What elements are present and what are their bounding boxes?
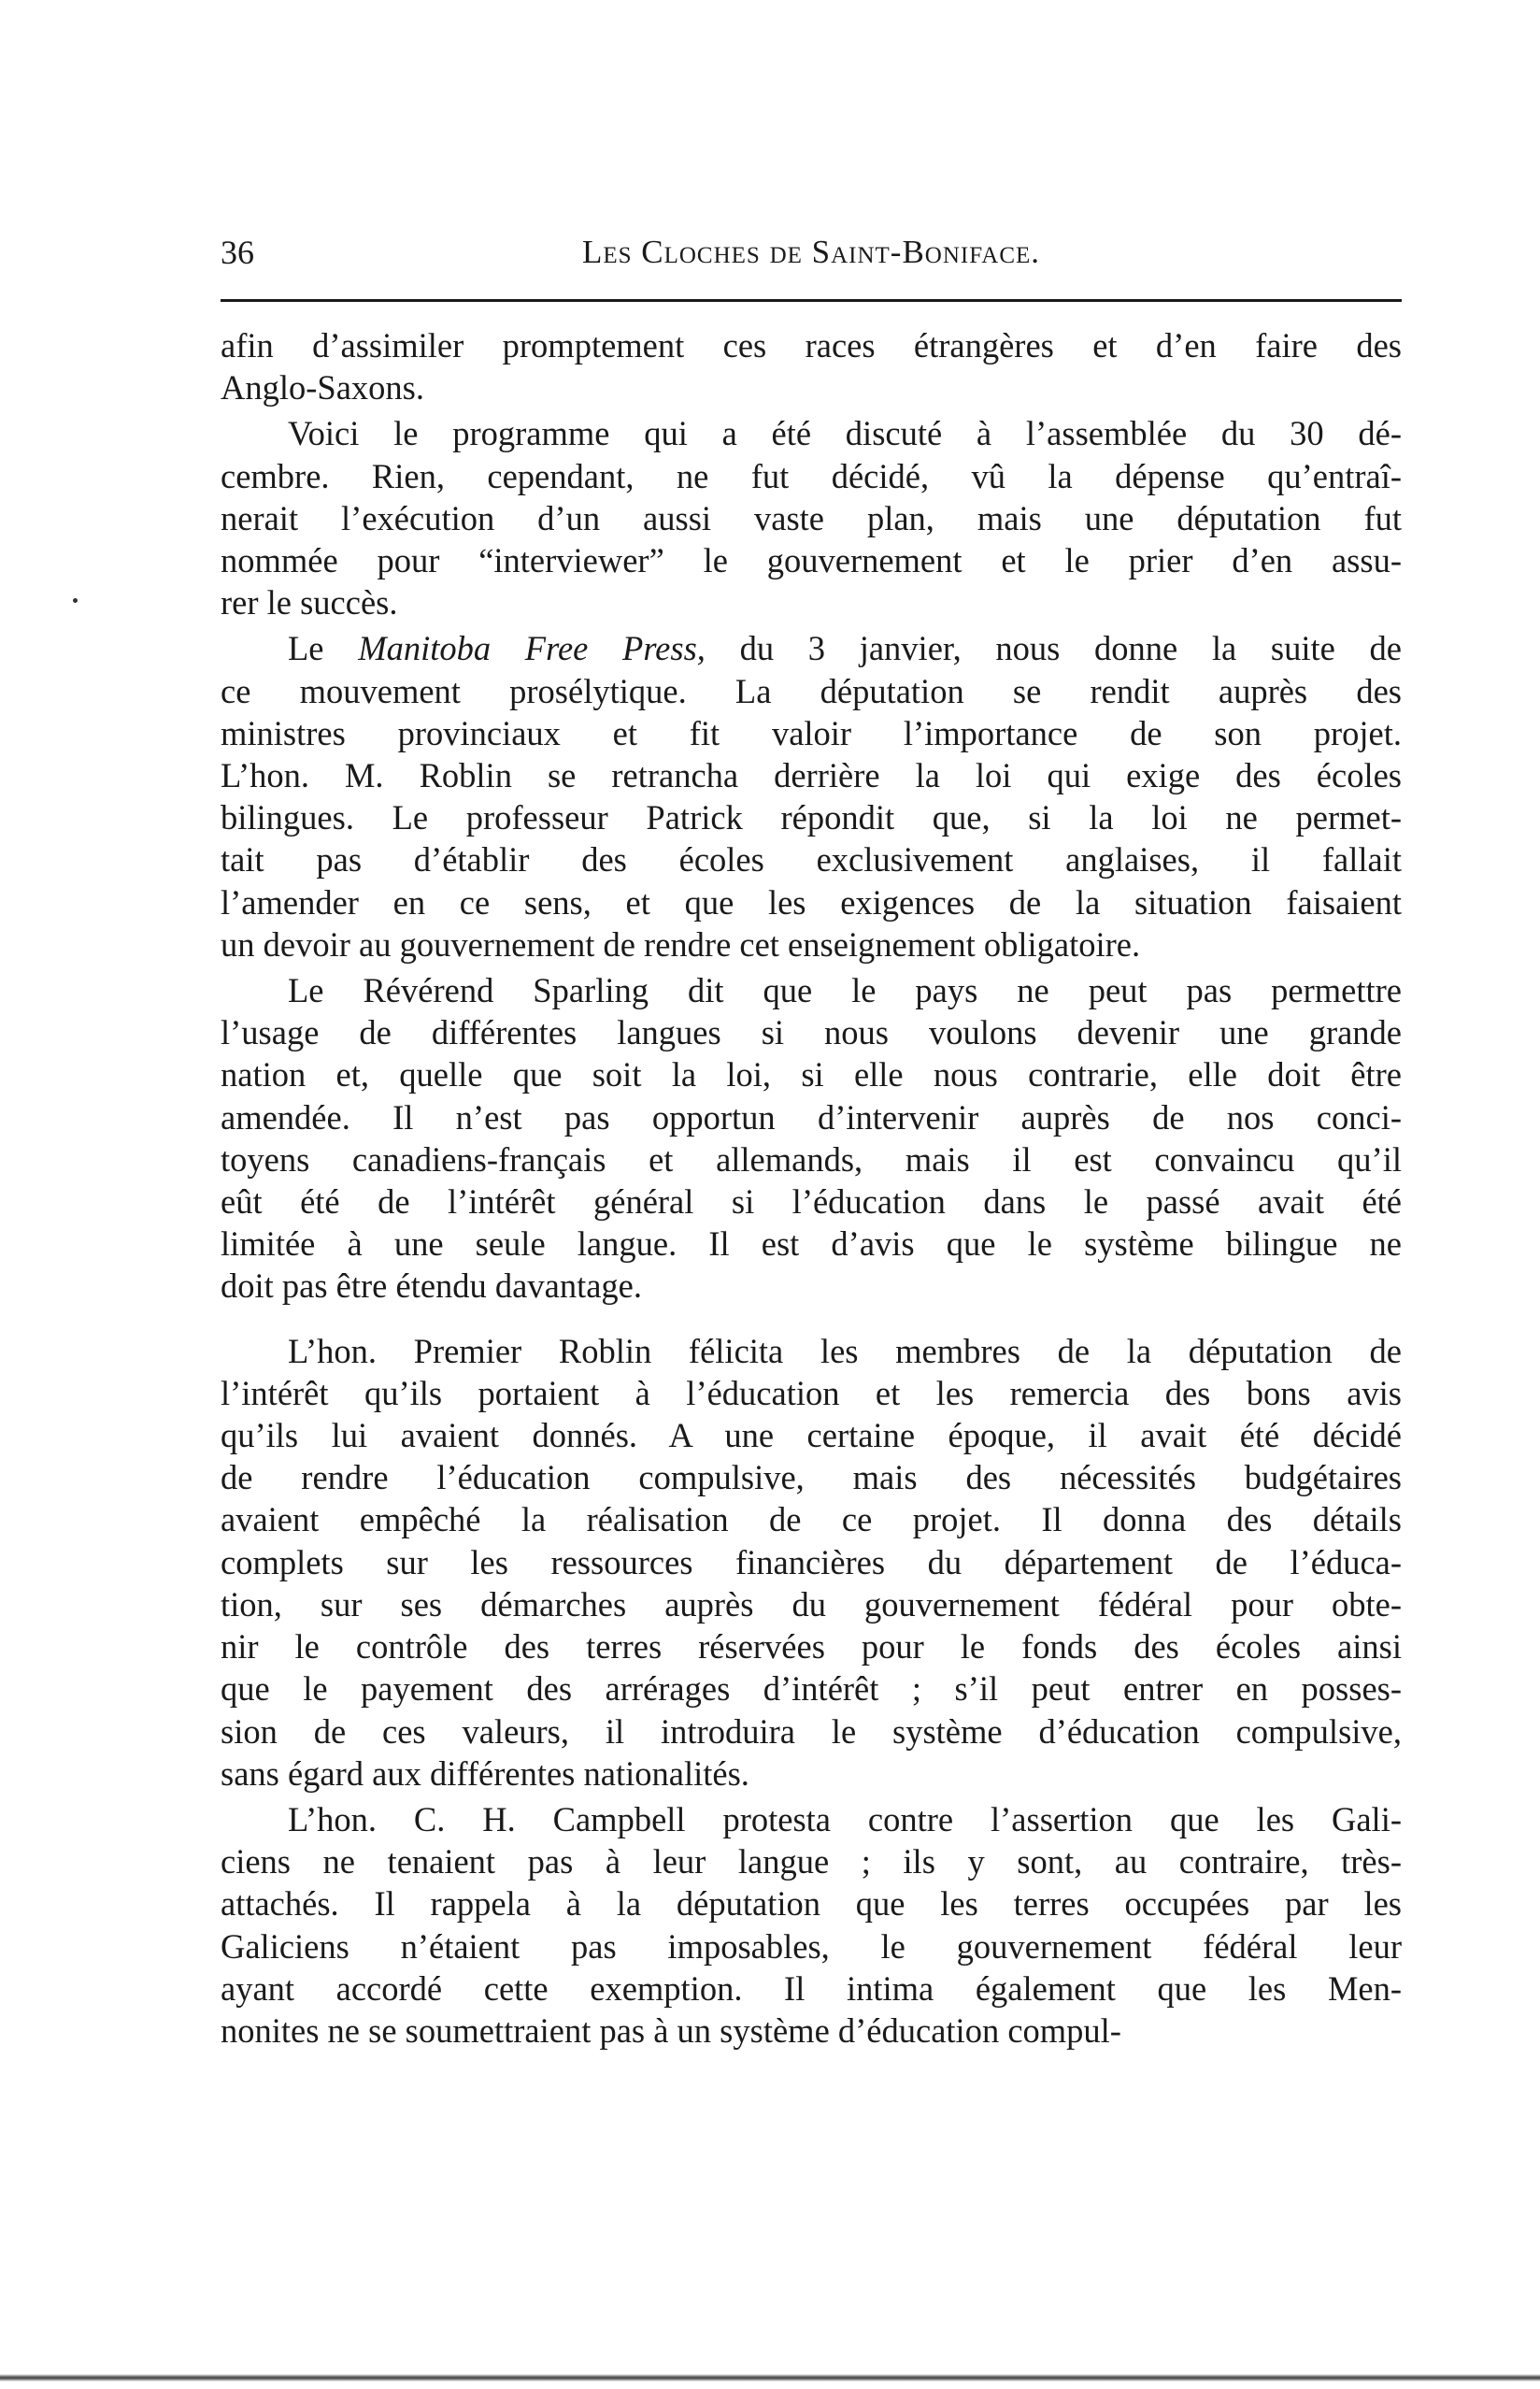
paragraph [221, 324, 1402, 408]
text-line: que le payement des arrérages d’intérêt ; s’il peut entrer en posses- [221, 1669, 1402, 1709]
text-line: sion de ces valeurs, il introduira le système d’éducation compulsive, [221, 1711, 1402, 1751]
text-line: doit pas être étendu davantage. [221, 1266, 642, 1306]
text-line: ce mouvement prosélytique. La députation se rendit auprès des [221, 671, 1402, 710]
text-line: afin d’assimiler promptement ces races étrangères et d’en faire des [221, 326, 1402, 365]
text-line: tait pas d’établir des écoles exclusivement anglaises, il fallait [221, 840, 1402, 880]
text-line: L’hon. M. Roblin se retrancha derrière la loi qui exige des écoles [221, 756, 1402, 795]
text-line: amendée. Il n’est pas opportun d’intervenir auprès de nos conci- [221, 1097, 1402, 1137]
text-line: sans égard aux différentes nationalités. [221, 1753, 749, 1793]
text-line: nonites ne se soumettraient pas à un système d’éducation compul- [221, 2010, 1121, 2050]
page-number: 36 [221, 234, 254, 271]
header-rule [221, 299, 1402, 302]
text-line: nir le contrôle des terres réservées pour le fonds des écoles ainsi [221, 1627, 1402, 1667]
paragraph [221, 627, 1402, 966]
text-segment: du 3 janvier, nous donne la suite de [705, 629, 1402, 668]
text-line: tion, sur ses démarches auprès du gouvernement fédéral pour obte- [221, 1584, 1402, 1624]
text-line: complets sur les ressources financières du département de l’éduca- [221, 1542, 1402, 1581]
text-segment: Le [288, 629, 359, 668]
text-line: ministres provinciaux et fit valoir l’importance de son projet. [221, 713, 1402, 752]
paragraph [221, 1798, 1402, 2052]
text-line: nerait l’exécution d’un aussi vaste plan, mais une députation fut [221, 498, 1402, 537]
text-line: L’hon. Premier Roblin félicita les membres de la députation de [288, 1331, 1402, 1370]
text-line: rer le succès. [221, 583, 398, 622]
text-line: cembre. Rien, cependant, ne fut décidé, vû la dépense qu’entraî- [221, 456, 1402, 495]
text-line: ciens ne tenaient pas à leur langue ; ils y sont, au contraire, très- [221, 1842, 1402, 1881]
text-line: nation et, quelle que soit la loi, si elle nous contrarie, elle doit être [221, 1055, 1402, 1094]
text-line: limitée à une seule langue. Il est d’avis que le système bilingue ne [221, 1224, 1402, 1264]
text-line: toyens canadiens-français et allemands, mais il est convaincu qu’il [221, 1139, 1402, 1179]
text-line: avaient empêché la réalisation de ce projet. Il donna des détails [221, 1500, 1402, 1539]
text-line: L’hon. C. H. Campbell protesta contre l’assertion que les Gali- [288, 1799, 1402, 1838]
scan-edge [0, 2374, 1540, 2382]
text-line [221, 627, 1402, 669]
scan-speck [73, 598, 78, 603]
text-line: bilingues. Le professeur Patrick répondit que, si la loi ne permet- [221, 798, 1402, 837]
body-text [221, 324, 1402, 2063]
text-line: l’amender en ce sens, et que les exigences de la situation faisaient [221, 882, 1402, 922]
text-line: Galiciens n’étaient pas imposables, le gouvernement fédéral leur [221, 1926, 1402, 1966]
text-line: eût été de l’intérêt général si l’éducation dans le passé avait été [221, 1182, 1402, 1222]
text-line: l’usage de différentes langues si nous voulons devenir une grande [221, 1013, 1402, 1052]
text-line: qu’ils lui avaient donnés. A une certaine époque, il avait été décidé [221, 1416, 1402, 1455]
text-line: Voici le programme qui a été discuté à l’assemblée du 30 dé- [288, 414, 1402, 453]
text-line: Le Révérend Sparling dit que le pays ne peut pas permettre [288, 971, 1402, 1010]
running-head [221, 229, 1402, 276]
text-line: ayant accordé cette exemption. Il intima également que les Men- [221, 1968, 1402, 2008]
text-line: un devoir au gouvernement de rendre cet enseignement obligatoire. [221, 924, 1141, 964]
italic-title: Manitoba Free Press, [358, 629, 706, 668]
text-line: l’intérêt qu’ils portaient à l’éducation et les remercia des bons avis [221, 1373, 1402, 1412]
text-line: de rendre l’éducation compulsive, mais des nécessités budgétaires [221, 1458, 1402, 1497]
paragraph [221, 412, 1402, 623]
text-line: Anglo-Saxons. [221, 368, 424, 408]
text-line: nommée pour “interviewer” le gouvernement et le prier d’en assu- [221, 541, 1402, 580]
running-title: Les Cloches de Saint-Boniface. [581, 234, 1041, 270]
paragraph [221, 1330, 1402, 1795]
paragraph [221, 969, 1402, 1308]
text-line: attachés. Il rappela à la députation que les terres occupées par les [221, 1884, 1402, 1924]
